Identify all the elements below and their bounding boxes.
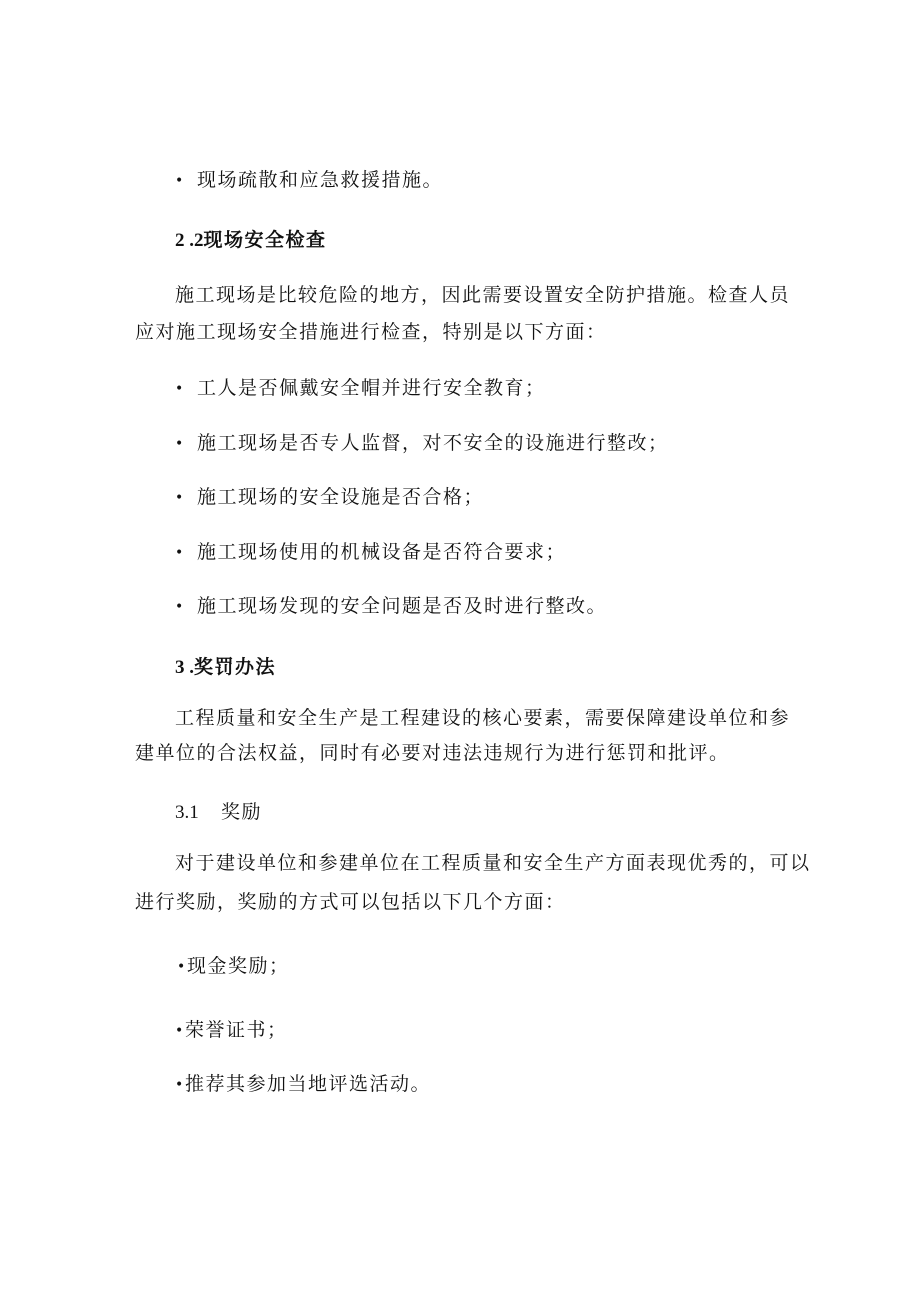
bullet-icon: • [175,599,185,615]
paragraph-line: 应对施工现场安全措施进行检查，特别是以下方面： [135,321,607,343]
section-heading-3 [175,655,276,680]
section-title: 现场安全检查 [203,229,327,251]
bullet-icon: • [175,1077,185,1093]
list-item [175,1072,431,1097]
bullet-icon: • [175,173,185,189]
section-heading-3-1 [175,800,262,825]
list-item [175,376,546,401]
bullet-icon: • [175,545,185,561]
list-item-text: 现场疏散和应急救援措施。 [197,169,444,191]
paragraph-line: 建单位的合法权益，同时有必要对违法违规行为进行惩罚和批评。 [135,742,730,764]
list-item-text: 推荐其参加当地评选活动。 [185,1073,432,1095]
bullet-icon: • [175,381,185,397]
list-item-text: 现金奖励； [187,955,290,977]
list-item [175,431,669,456]
paragraph-line: 对于建设单位和参建单位在工程质量和安全生产方面表现优秀的，可以 [175,852,811,874]
paragraph-line: 进行奖励，奖励的方式可以包括以下几个方面： [135,891,566,913]
list-item [175,485,484,510]
list-item [175,594,607,619]
list-item-text: 施工现场使用的机械设备是否符合要求； [197,541,567,563]
section-title: 奖罚办法 [194,656,277,678]
list-item-text: 施工现场的安全设施是否合格； [197,486,485,508]
section-number: 2 .2 [175,230,204,251]
list-item [175,1018,288,1043]
bullet-icon: • [175,436,185,452]
list-item-text: 施工现场是否专人监督，对不安全的设施进行整改； [197,432,669,454]
bullet-icon: • [175,1023,185,1039]
section-number: 3.1 [175,802,199,823]
list-item-text: 荣誉证书； [185,1019,288,1041]
bullet-icon: • [175,490,185,506]
section-title: 奖励 [221,801,263,823]
list-item [177,954,290,979]
section-heading-2-2 [175,228,327,253]
section-number: 3 . [175,657,194,678]
paragraph-line: 施工现场是比较危险的地方，因此需要设置安全防护措施。检查人员 [175,284,791,306]
list-item-text: 工人是否佩戴安全帽并进行安全教育； [197,377,546,399]
list-item-text: 施工现场发现的安全问题是否及时进行整改。 [197,595,608,617]
list-item-evacuation [175,168,443,193]
paragraph-line: 工程质量和安全生产是工程建设的核心要素，需要保障建设单位和参 [175,707,791,729]
bullet-icon: • [177,959,187,975]
list-item [175,540,566,565]
